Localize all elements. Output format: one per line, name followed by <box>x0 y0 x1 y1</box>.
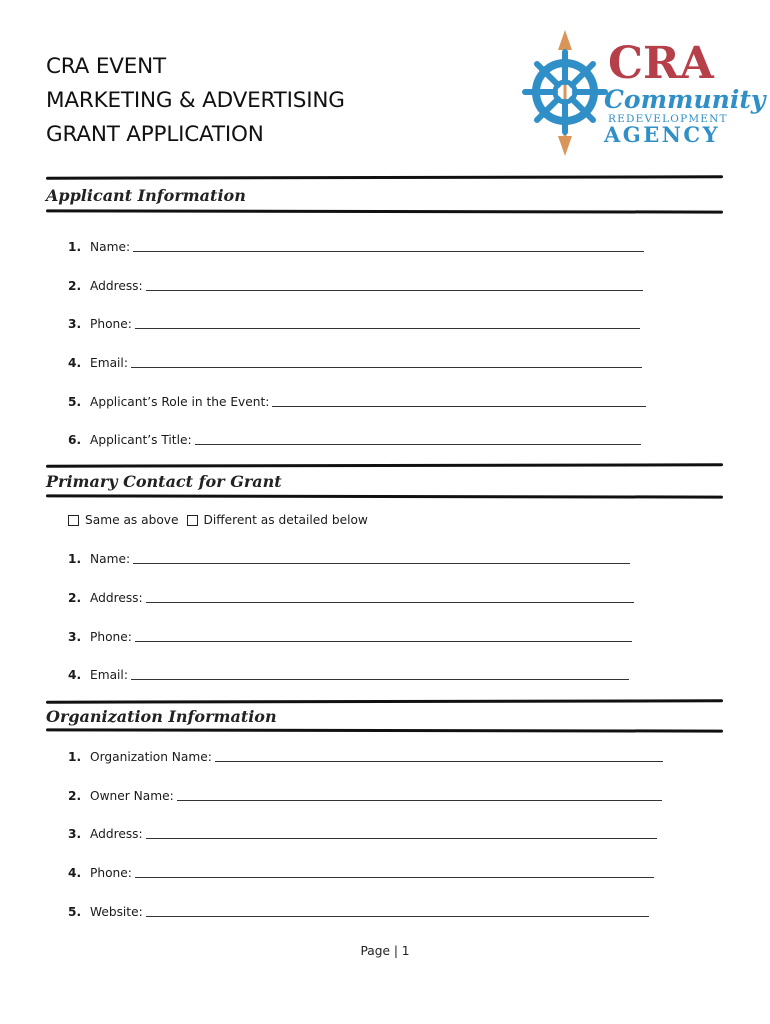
email-input-line[interactable] <box>131 678 629 680</box>
applicant-role-field[interactable] <box>68 395 646 409</box>
owner-name-field[interactable] <box>68 789 662 803</box>
name-input-line[interactable] <box>133 562 630 564</box>
field-label: Applicant’s Title: <box>90 433 192 447</box>
organization-website-field[interactable] <box>68 905 649 919</box>
field-label: Address: <box>90 591 143 605</box>
field-label: Address: <box>90 279 143 293</box>
organization-address-field[interactable] <box>68 827 657 841</box>
section-rule-bottom <box>46 728 723 732</box>
page-number: Page | 1 <box>360 944 410 958</box>
field-number: 1. <box>68 240 82 254</box>
field-label: Applicant’s Role in the Event: <box>90 395 270 409</box>
field-label: Owner Name: <box>90 789 174 803</box>
phone-input-line[interactable] <box>135 640 632 642</box>
field-number: 3. <box>68 317 82 331</box>
field-number: 2. <box>68 279 82 293</box>
applicant-name-field[interactable] <box>68 240 644 254</box>
role-input-line[interactable] <box>272 405 646 407</box>
field-number: 1. <box>68 750 82 764</box>
phone-input-line[interactable] <box>135 327 640 329</box>
document-title <box>46 50 486 152</box>
address-input-line[interactable] <box>146 601 634 603</box>
cra-logo <box>520 28 766 158</box>
contact-address-field[interactable] <box>68 591 634 605</box>
field-number: 2. <box>68 591 82 605</box>
title-line-2: MARKETING & ADVERTISING <box>46 88 345 113</box>
applicant-phone-field[interactable] <box>68 317 640 331</box>
field-number: 1. <box>68 552 82 566</box>
organization-section-title: Organization Information <box>46 707 277 726</box>
same-as-above-checkbox[interactable] <box>68 513 179 527</box>
field-label: Phone: <box>90 317 132 331</box>
field-label: Email: <box>90 356 128 370</box>
field-number: 6. <box>68 433 82 447</box>
field-number: 3. <box>68 630 82 644</box>
field-label: Address: <box>90 827 143 841</box>
field-label: Phone: <box>90 866 132 880</box>
contact-section-header <box>46 464 723 500</box>
field-label: Name: <box>90 240 131 254</box>
checkbox-icon[interactable] <box>187 515 198 526</box>
section-rule-bottom <box>46 494 723 498</box>
field-number: 2. <box>68 789 82 803</box>
section-rule-top <box>46 699 723 703</box>
checkbox-label: Different as detailed below <box>203 513 368 527</box>
field-label: Name: <box>90 552 131 566</box>
checkbox-icon[interactable] <box>68 515 79 526</box>
field-number: 3. <box>68 827 82 841</box>
organization-name-field[interactable] <box>68 750 663 764</box>
field-label: Email: <box>90 668 128 682</box>
field-number: 4. <box>68 866 82 880</box>
logo-community-text: Community <box>604 85 766 114</box>
applicant-section-title: Applicant Information <box>46 186 246 205</box>
applicant-section-header <box>46 176 723 216</box>
address-input-line[interactable] <box>146 837 657 839</box>
field-label: Website: <box>90 905 143 919</box>
title-input-line[interactable] <box>195 443 641 445</box>
field-number: 4. <box>68 668 82 682</box>
organization-name-input-line[interactable] <box>215 760 663 762</box>
organization-phone-field[interactable] <box>68 866 654 880</box>
section-rule-bottom <box>46 209 723 213</box>
contact-phone-field[interactable] <box>68 630 632 644</box>
title-line-3: GRANT APPLICATION <box>46 122 264 147</box>
checkbox-label: Same as above <box>85 513 179 527</box>
applicant-email-field[interactable] <box>68 356 642 370</box>
different-checkbox[interactable] <box>187 513 368 527</box>
contact-name-field[interactable] <box>68 552 630 566</box>
email-input-line[interactable] <box>131 366 642 368</box>
field-number: 5. <box>68 905 82 919</box>
title-line-1: CRA EVENT <box>46 54 166 79</box>
phone-input-line[interactable] <box>135 876 654 878</box>
compass-arrow-icon <box>558 30 572 156</box>
name-input-line[interactable] <box>133 250 644 252</box>
website-input-line[interactable] <box>146 915 649 917</box>
organization-section-header <box>46 700 723 734</box>
field-number: 5. <box>68 395 82 409</box>
applicant-title-field[interactable] <box>68 433 641 447</box>
contact-options <box>68 513 376 527</box>
logo-redevelopment-text: REDEVELOPMENT <box>608 113 728 125</box>
section-rule-top <box>46 175 723 179</box>
field-label: Organization Name: <box>90 750 212 764</box>
applicant-address-field[interactable] <box>68 279 643 293</box>
section-rule-top <box>46 463 723 467</box>
address-input-line[interactable] <box>146 289 643 291</box>
field-number: 4. <box>68 356 82 370</box>
owner-name-input-line[interactable] <box>177 799 662 801</box>
logo-cra-text: CRA <box>608 38 714 89</box>
contact-section-title: Primary Contact for Grant <box>46 472 282 491</box>
contact-email-field[interactable] <box>68 668 629 682</box>
logo-agency-text: AGENCY <box>604 122 721 147</box>
field-label: Phone: <box>90 630 132 644</box>
